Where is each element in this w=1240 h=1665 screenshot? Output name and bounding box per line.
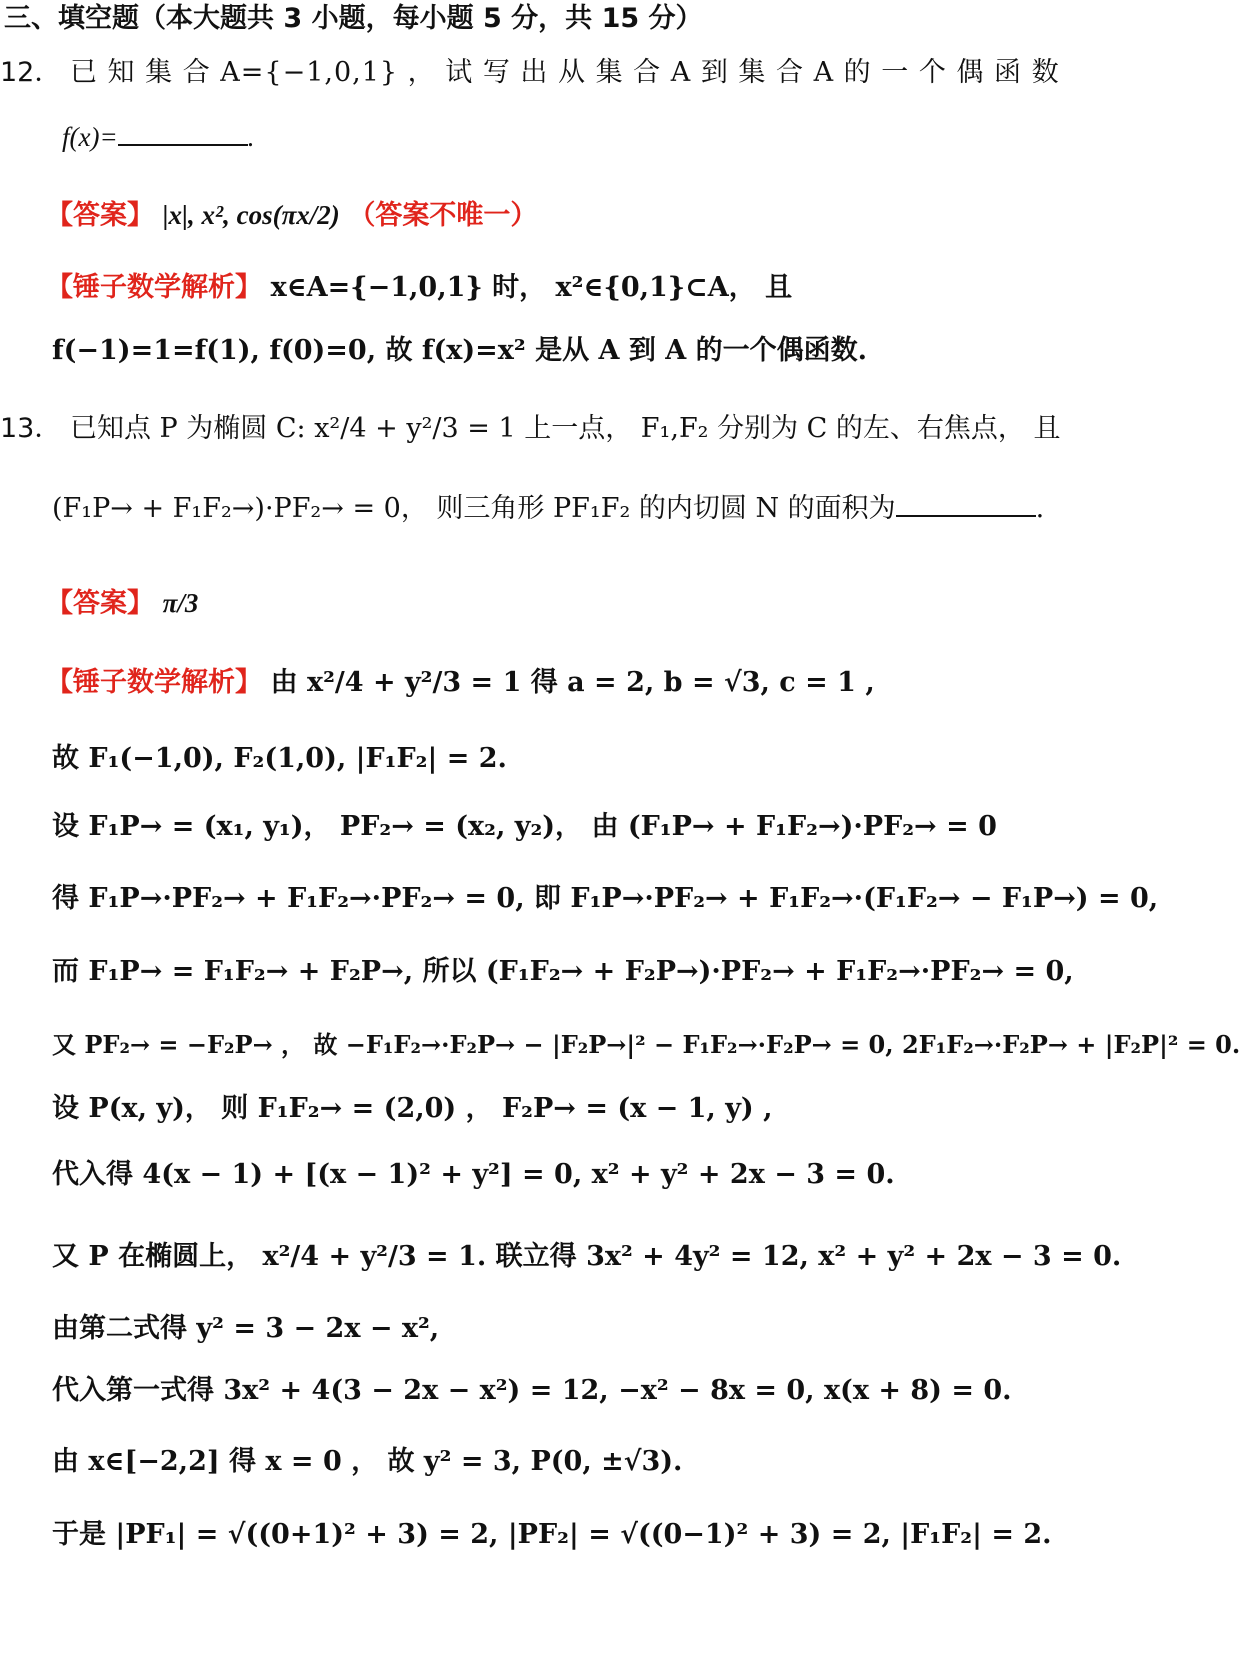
- section-header: [4, 2, 703, 36]
- q13-stem-line-2: [52, 492, 1044, 526]
- q13-analysis-step: 于是 |PF₁| = √((0+1)² + 3) = 2, |PF₂| = √((0−1)² + 3) = 2, |F₁F₂| = 2.: [52, 1519, 1052, 1550]
- q13-analysis-line-2: [52, 810, 997, 844]
- q13-analysis-step: 设 P(x, y)， 则 F₁F₂→ = (2,0) ， F₂P→ = (x − 1, y) ,: [52, 1093, 773, 1124]
- q12-analysis-1: x∈A={−1,0,1} 时， x²∈{0,1}⊂A， 且: [270, 272, 793, 303]
- q12-number: 12．: [0, 57, 62, 88]
- q12-stem-line: [0, 56, 1060, 90]
- q13-answer-label: 【答案】: [46, 588, 154, 619]
- q13-analysis-step: 由第二式得 y² = 3 − 2x − x²,: [52, 1313, 440, 1344]
- q13-analysis-line-11: [52, 1445, 682, 1479]
- q13-analysis-line-12: [52, 1518, 1052, 1552]
- q13-analysis-step: 由 x²/4 + y²/3 = 1 得 a = 2, b = √3, c = 1 ,: [270, 667, 875, 698]
- q13-analysis-line-6: [52, 1092, 772, 1126]
- q13-answer-blank: [896, 493, 1036, 517]
- q12-analysis-label: 【锤子数学解析】: [46, 272, 262, 303]
- q13-analysis-step: 代入第一式得 3x² + 4(3 − 2x − x²) = 12, −x² − 8x = 0, x(x + 8) = 0.: [52, 1375, 1012, 1406]
- q12-answer-note: （答案不唯一）: [348, 200, 538, 231]
- q13-analysis-line-10: [52, 1374, 1012, 1408]
- q13-analysis-line-5: [52, 1028, 1240, 1062]
- q13-analysis-step: 故 F₁(−1,0), F₂(1,0), |F₁F₂| = 2.: [52, 743, 507, 774]
- q13-analysis-step: 而 F₁P→ = F₁F₂→ + F₂P→, 所以 (F₁F₂→ + F₂P→)·PF₂→ + F₁F₂→·PF₂→ = 0,: [52, 956, 1074, 987]
- q13-analysis-line-8: [52, 1240, 1121, 1274]
- q13-number: 13．: [0, 413, 62, 444]
- q13-stem-line: [0, 412, 1061, 446]
- q13-analysis-line-7: [52, 1158, 895, 1192]
- q13-analysis-line-0: [46, 666, 875, 700]
- q13-stem: 已知点 P 为椭圆 C: x²/4 + y²/3 = 1 上一点， F₁,F₂ 分别为 C 的左、右焦点， 且: [69, 413, 1061, 444]
- q12-answer-text: |x|, x², cos(πx/2): [162, 200, 340, 230]
- q12-stem-tail: f(x)=: [62, 122, 118, 152]
- q13-analysis-step: 得 F₁P→·PF₂→ + F₁F₂→·PF₂→ = 0, 即 F₁P→·PF₂→ + F₁F₂→·(F₁F₂→ − F₁P→) = 0,: [52, 883, 1159, 914]
- q13-analysis-step: 设 F₁P→ = (x₁, y₁)， PF₂→ = (x₂, y₂)， 由 (F₁P→ + F₁F₂→)·PF₂→ = 0: [52, 811, 997, 842]
- q12-blank-end: .: [247, 122, 255, 152]
- q13-analysis-label: 【锤子数学解析】: [46, 667, 262, 698]
- q12-answer-label: 【答案】: [46, 200, 154, 231]
- q13-analysis-line-4: [52, 955, 1074, 989]
- q13-blank-end: .: [1035, 493, 1045, 524]
- q12-analysis-line-2: [52, 334, 867, 368]
- q13-answer-text: π/3: [162, 588, 199, 618]
- q12-analysis-2: f(−1)=1=f(1), f(0)=0, 故 f(x)=x² 是从 A 到 A 的一个偶函数.: [52, 335, 868, 366]
- q12-answer-blank: [118, 122, 248, 146]
- section-header-text: 三、填空题（本大题共 3 小题，每小题 5 分，共 15 分）: [4, 3, 703, 34]
- q12-stem-tail-line: [62, 120, 254, 154]
- q12-stem: 已 知 集 合 A={−1,0,1} ， 试 写 出 从 集 合 A 到 集 合 A 的 一 个 偶 函 数: [69, 57, 1060, 88]
- q13-answer-line: [46, 586, 198, 621]
- q12-analysis-line-1: [46, 271, 792, 305]
- q13-stem-2: (F₁P→ + F₁F₂→)·PF₂→ = 0， 则三角形 PF₁F₂ 的内切圆 N 的面积为: [52, 493, 896, 524]
- q13-analysis-step: 又 P 在椭圆上， x²/4 + y²/3 = 1. 联立得 3x² + 4y² = 12, x² + y² + 2x − 3 = 0.: [52, 1241, 1122, 1272]
- q13-analysis-step: 由 x∈[−2,2] 得 x = 0 ， 故 y² = 3, P(0, ±√3).: [52, 1446, 683, 1477]
- q13-analysis-line-1: [52, 742, 507, 776]
- q13-analysis-step: 代入得 4(x − 1) + [(x − 1)² + y²] = 0, x² + y² + 2x − 3 = 0.: [52, 1159, 895, 1190]
- q12-answer-line: [46, 198, 537, 233]
- q13-analysis-step: 又 PF₂→ = −F₂P→ ， 故 −F₁F₂→·F₂P→ − |F₂P→|² − F₁F₂→·F₂P→ = 0, 2F₁F₂→·F₂P→ + |F₂P|² = 0.: [52, 1030, 1240, 1059]
- q13-analysis-line-3: [52, 882, 1158, 916]
- q13-analysis-line-9: [52, 1312, 439, 1346]
